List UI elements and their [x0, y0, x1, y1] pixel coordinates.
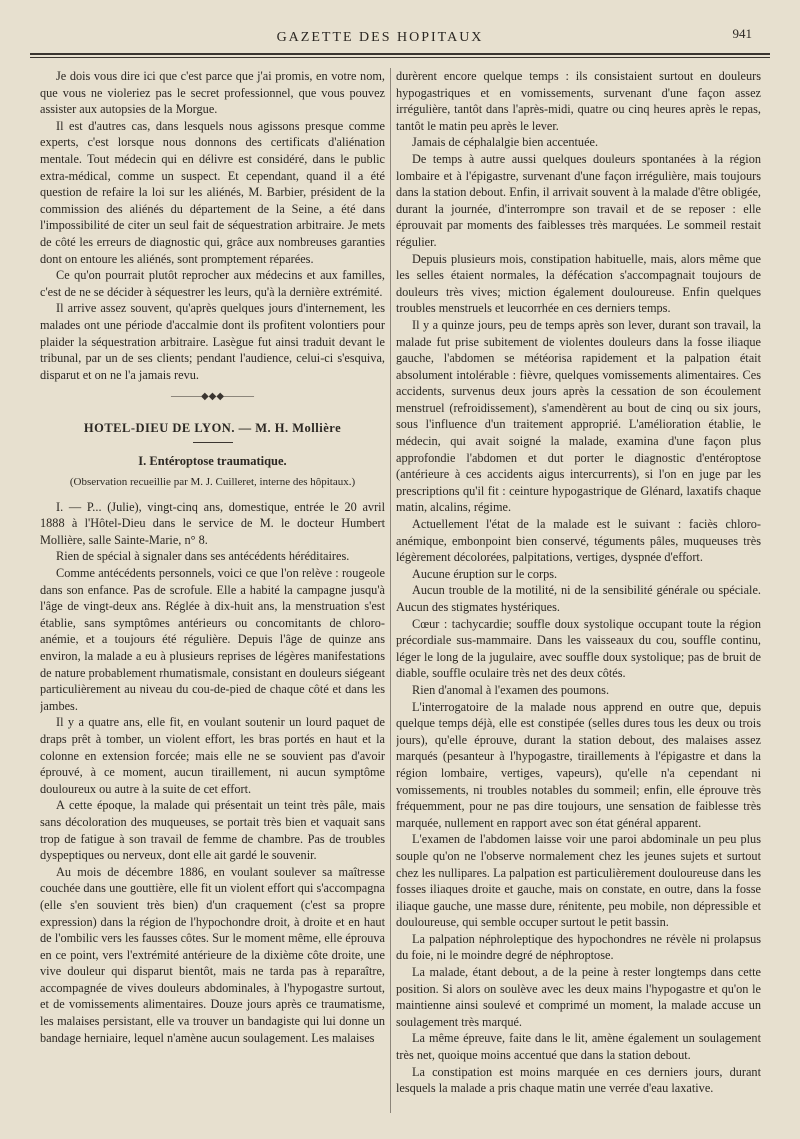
paragraph: Jamais de céphalalgie bien accentuée.: [412, 135, 599, 150]
page-number: 941: [732, 26, 752, 41]
paragraph: L'interrogatoire de la malade nous apprend en outre que, depuis quelque temps déjà, elle est constipée (selles dures tous les deux ou trois jours), qu'elle éprouve, durant la station debout, des malaises assez marqués (pesanteur à l'hypogastre, tiraillements à l'épigastre et dans la région lombaire, vertiges, vapeurs), qu'elle n'a cependant ni vomissements, ni troubles notables du sommeil; enfin, elle éprouve très fréquemment, pour ne pas dire toujours, une sensation de faiblesse très marquée, nullement en rapport avec son état général apparent.: [396, 699, 761, 830]
paragraph: Au mois de décembre 1886, en voulant soulever sa maîtresse couchée dans une gouttière, elle fit un violent effort qui s'accompagna (elle s'en souvient très bien) d'un craquement (c'est sa propre expression) dans la région de l'hypochondre droit, à droite et en haut de l'ombilic vers les fausses côtes. Sur le moment même, elle éprouva en ce point, vers l'extrémité antérieure de la dixième côte droite, une vive douleur qui disparut bientôt, mais ne tarda pas à reparaître, accompagnée de vives douleurs abdominales, à l'hypogastre surtout, et de vomissements alimentaires. Douze jours après ce traumatisme, les malaises persistant, elle va trouver un bandagiste qui lui donne un bandage herniaire, lequel n'amène aucun soulagement. Les malaises: [40, 864, 385, 1045]
column-divider: [390, 68, 391, 1113]
case-title: I. Entéroptose traumatique.: [138, 454, 287, 469]
paragraph: Cœur : tachycardie; souffle doux systolique occupant toute la région précordiale sus-mammaire. Dans les vaisseaux du cou, souffle continu, léger le long de la jugulaire, avec souffle doux systolique; pas de bruit de diable, souffle oculaire très net des deux côtés.: [396, 616, 761, 681]
paragraph: La malade, étant debout, a de la peine à rester longtemps dans cette position. Si alors on soulève avec les deux mains l'hypogastre et qu'on le maintienne ainsi soulevé et comprimé un moment, la malade accuse un soulagement très marqué.: [396, 965, 761, 1029]
paragraph: La même épreuve, faite dans le lit, amène également un soulagement très net, quoique moins accentué que dans la station debout.: [396, 1031, 761, 1063]
paragraph: durèrent encore quelque temps : ils consistaient surtout en douleurs hypogastriques et en vomissements, survenant d'une façon assez irrégulière, tantôt dans l'après-midi, quatre ou cinq heures après le repas, tantôt le matin peu après le lever.: [396, 69, 761, 133]
page-header: [0, 20, 800, 50]
paragraph: Il y a quatre ans, elle fit, en voulant soutenir un lourd paquet de draps prêt à tomber, un violent effort, les bras portés en haut et la colonne en extension forcée; mais elle ne se souvient pas d'avoir éprouvé, à ce moment, aucun tiraillement, ni aucun symptôme douloureux ou autre à la suite de cet effort.: [40, 715, 385, 796]
paragraph: Depuis plusieurs mois, constipation habituelle, mais, alors même que les selles étaient normales, la défécation s'accompagnait toujours de douleurs très vives; miction également douloureuse. Enfin quelques troubles menstruels et leucorrhée en ces derniers temps.: [396, 251, 761, 316]
left-column: [40, 68, 385, 1113]
paragraph: I. — P... (Julie), vingt-cinq ans, domestique, entrée le 20 avril 1888 à l'Hôtel-Dieu dans le service de M. le docteur Humbert Mollière, salle Sainte-Marie, n° 8.: [40, 499, 385, 547]
paragraph: Comme antécédents personnels, voici ce que l'on relève : rougeole dans son enfance. Pas de scrofule. Elle a habité la campagne jusqu'à l'âge de vingt-deux ans. Réglée à dix-huit ans, la menstruation s'est établie, sans symptômes antérieurs ou concomitants de chloro-anémie, et a toujours été régulière. Depuis l'âge de quinze ans environ, la malade a eu à plusieurs reprises de légères manifestations de nature probablement rhumatismale, consistant en douleurs siégeant particulièrement au niveau du cou-de-pied de chaque côté et dans les jambes.: [40, 566, 385, 713]
paragraph: La palpation néphroleptique des hypochondres ne révèle ni prolapsus du foie, ni le moindre degré de néphroptose.: [396, 931, 761, 963]
small-divider: [193, 442, 233, 443]
observation-note: (Observation recueillie par M. J. Cuilleret, interne des hôpitaux.): [69, 476, 356, 489]
paragraph: Aucun trouble de la motilité, ni de la sensibilité générale ou spéciale. Aucun des stigmates hystériques.: [396, 583, 761, 614]
paragraph: Rien de spécial à signaler dans ses antécédents héréditaires.: [56, 549, 350, 564]
paragraph: La constipation est moins marquée en ces derniers jours, durant lesquels la malade a pris chaque matin une verrée d'eau laxative.: [396, 1064, 761, 1096]
paragraph: Il y a quinze jours, peu de temps après son lever, durant son travail, la malade fut prise subitement de violentes douleurs dans la fosse iliaque gauche, l'abdomen se météorisa rapidement et la palpation était absolument intolérable : fièvre, quelques vomissements alimentaires. Ces accidents, survenus deux jours après la cessation de son écoulement menstruel (refroidissement), s'amendèrent au bout de cinq ou six jours, sous l'influence d'un traitement approprié. L'amélioration établie, le médecin, qui avait soigné la malade, examina d'une façon plus approfondie l'abdomen et dut porter le diagnostic d'entéroptose (antérieure à ces accidents aigus intercurrents), si l'on en juge par les prescriptions qu'il fit : ceinture hypogastrique de Glénard, laxatifs chaque matin, alcalins, régime.: [396, 317, 761, 515]
paragraph: De temps à autre aussi quelques douleurs spontanées à la région lombaire et à l'épigastre, survenant d'une façon irrégulière, mais toujours dans la station debout. Enfin, il arrivait souvent à la malade d'être obligée, durant la journée, d'interrompre son travail et de se reposer : elle éprouvait par moments des faiblesses très marquées. Le sommeil restait régulier.: [396, 151, 761, 249]
paragraph: L'examen de l'abdomen laisse voir une paroi abdominale un peu plus souple qu'on ne l'observe normalement chez les jeunes sujets et surtout chez les nullipares. La palpation est particulièrement douloureuse dans les fosses iliaques droite et gauche, mais on constate, en outre, dans la fosse iliaque gauche, une masse dure, rénitente, peu mobile, non dépressible et douloureuse, qui semble occuper surtout le petit bassin.: [396, 832, 761, 930]
paragraph: Ce qu'on pourrait plutôt reprocher aux médecins et aux familles, c'est de ne se décider à séquestrer les leurs, qu'à la dernière extrémité.: [40, 268, 385, 299]
publication-title: GAZETTE DES HOPITAUX: [276, 30, 484, 45]
header-rule: [30, 53, 770, 55]
section-separator: ———◆◆◆———: [170, 391, 255, 403]
paragraph: Je dois vous dire ici que c'est parce que j'ai promis, en votre nom, que vous ne violeriez pas le secret professionnel, que vous pouvez assister aux autopsies de la Morgue.: [40, 69, 385, 117]
header-rule-thin: [30, 57, 770, 58]
paragraph: Rien d'anomal à l'examen des poumons.: [412, 682, 610, 697]
section-title: HOTEL-DIEU DE LYON. — M. H. Mollière: [83, 420, 342, 435]
paragraph: Il est d'autres cas, dans lesquels nous agissons presque comme experts, c'est lorsque nous donnons des certificats d'aliénation mentale. Tout médecin qui en délivre est considéré, dans le public extra-médical, comme un suspect. Et cependant, quand il a été question de refaire la loi sur les aliénés, M. Barbier, président de la commission des aliénés du département de la Seine, a été dans l'impossibilité de citer un seul fait de séquestration arbitraire. Je mets de côté les erreurs de diagnostic qui, grâce aux nombreuses garanties dont on entoure les aliénés, sont promptement réparées.: [40, 118, 385, 266]
paragraph: Actuellement l'état de la malade est le suivant : faciès chloro-anémique, embonpoint bien conservé, téguments pâles, muqueuses très légèrement décolorées, palpitations, vertiges, dyspnée d'effort.: [396, 517, 761, 565]
paragraph: A cette époque, la malade qui présentait un teint très pâle, mais sans décoloration des muqueuses, se portait très bien et vaquait sans trop de fatigue à son travail de femme de chambre. Pas de troubles dyspeptiques ou nerveux, dont elle ait gardé le souvenir.: [40, 798, 385, 863]
right-column: [396, 68, 761, 1113]
paragraph: Aucune éruption sur le corps.: [412, 566, 558, 581]
paragraph: Il arrive assez souvent, qu'après quelques jours d'internement, les malades ont une période d'accalmie dont ils profitent volontiers pour plaider la séquestration arbitraire. Lasègue fut ainsi traduit devant le tribunal, par un de ses clients; pendant l'audience, celui-ci s'esquiva, disparut et on ne l'a jamais revu.: [40, 301, 385, 382]
